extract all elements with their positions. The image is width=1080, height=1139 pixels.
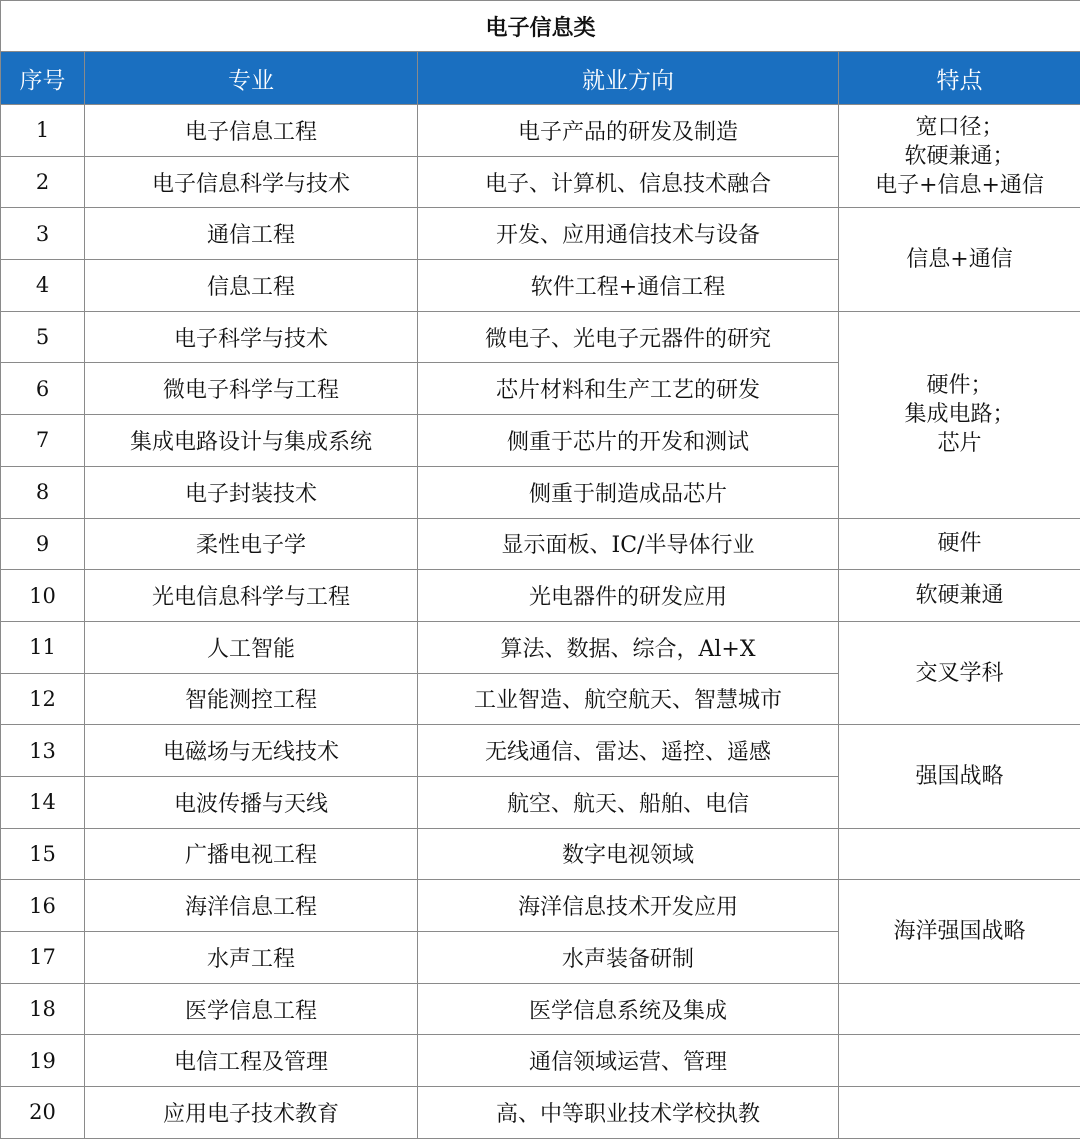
row-major: 通信工程 [85,208,418,260]
row-feature [839,105,1080,208]
row-feature: 海洋强国战略 [839,880,1080,983]
row-career: 芯片材料和生产工艺的研发 [418,363,839,415]
row-feature: 强国战略 [839,725,1080,828]
row-major: 光电信息科学与工程 [85,570,418,622]
row-index: 19 [1,1035,85,1087]
row-career: 算法、数据、综合，Al+X [418,621,839,673]
row-career: 无线通信、雷达、遥控、遥感 [418,725,839,777]
table-row [1,880,1080,932]
row-major: 智能测控工程 [85,673,418,725]
table-row [1,1087,1080,1139]
row-index: 3 [1,208,85,260]
row-major: 应用电子技术教育 [85,1087,418,1139]
table-title: 电子信息类 [1,1,1080,52]
row-feature [839,983,1080,1035]
row-major: 电信工程及管理 [85,1035,418,1087]
table-row [1,208,1080,260]
row-feature: 硬件 [839,518,1080,570]
row-major: 微电子科学与工程 [85,363,418,415]
row-index: 20 [1,1087,85,1139]
row-career: 航空、航天、船舶、电信 [418,776,839,828]
row-feature: 交叉学科 [839,621,1080,724]
row-career: 电子、计算机、信息技术融合 [418,156,839,208]
table-row [1,1035,1080,1087]
feature-line: 电子+信息+通信 [843,171,1076,200]
row-career: 高、中等职业技术学校执教 [418,1087,839,1139]
row-major: 电波传播与天线 [85,776,418,828]
feature-line: 软硬兼通； [843,142,1076,171]
table-row [1,518,1080,570]
row-index: 2 [1,156,85,208]
row-major: 水声工程 [85,932,418,984]
header-career: 就业方向 [418,52,839,105]
table-row [1,311,1080,363]
row-major: 电子信息科学与技术 [85,156,418,208]
row-index: 15 [1,828,85,880]
table-row [1,828,1080,880]
row-index: 6 [1,363,85,415]
row-index: 8 [1,466,85,518]
row-major: 柔性电子学 [85,518,418,570]
row-career: 开发、应用通信技术与设备 [418,208,839,260]
row-career: 通信领域运营、管理 [418,1035,839,1087]
row-index: 5 [1,311,85,363]
table-title-row [1,1,1080,52]
row-career: 工业智造、航空航天、智慧城市 [418,673,839,725]
table-row [1,725,1080,777]
table-row [1,570,1080,622]
row-major: 电子科学与技术 [85,311,418,363]
row-index: 10 [1,570,85,622]
header-major: 专业 [85,52,418,105]
row-feature [839,311,1080,518]
row-career: 光电器件的研发应用 [418,570,839,622]
row-index: 13 [1,725,85,777]
row-career: 显示面板、IC/半导体行业 [418,518,839,570]
header-feature: 特点 [839,52,1080,105]
row-feature [839,828,1080,880]
row-major: 医学信息工程 [85,983,418,1035]
header-index: 序号 [1,52,85,105]
table-row [1,621,1080,673]
row-career: 海洋信息技术开发应用 [418,880,839,932]
row-index: 7 [1,415,85,467]
row-index: 18 [1,983,85,1035]
row-major: 集成电路设计与集成系统 [85,415,418,467]
row-index: 16 [1,880,85,932]
row-major: 人工智能 [85,621,418,673]
row-major: 电磁场与无线技术 [85,725,418,777]
row-major: 广播电视工程 [85,828,418,880]
row-index: 14 [1,776,85,828]
row-feature [839,1087,1080,1139]
row-career: 微电子、光电子元器件的研究 [418,311,839,363]
feature-line: 宽口径； [843,113,1076,142]
feature-line: 硬件； [843,371,1076,400]
row-career: 医学信息系统及集成 [418,983,839,1035]
row-index: 11 [1,621,85,673]
row-feature [839,1035,1080,1087]
row-career: 侧重于制造成品芯片 [418,466,839,518]
row-index: 4 [1,260,85,312]
row-index: 17 [1,932,85,984]
feature-line: 芯片 [843,429,1076,458]
row-career: 侧重于芯片的开发和测试 [418,415,839,467]
table-row [1,983,1080,1035]
row-major: 电子信息工程 [85,105,418,157]
row-major: 信息工程 [85,260,418,312]
row-career: 电子产品的研发及制造 [418,105,839,157]
row-feature: 信息+通信 [839,208,1080,311]
row-career: 软件工程+通信工程 [418,260,839,312]
row-major: 电子封装技术 [85,466,418,518]
row-feature: 软硬兼通 [839,570,1080,622]
row-career: 水声装备研制 [418,932,839,984]
row-index: 1 [1,105,85,157]
row-career: 数字电视领域 [418,828,839,880]
row-index: 12 [1,673,85,725]
feature-line: 集成电路； [843,400,1076,429]
table-row [1,105,1080,157]
table-header-row [1,52,1080,105]
row-index: 9 [1,518,85,570]
row-major: 海洋信息工程 [85,880,418,932]
